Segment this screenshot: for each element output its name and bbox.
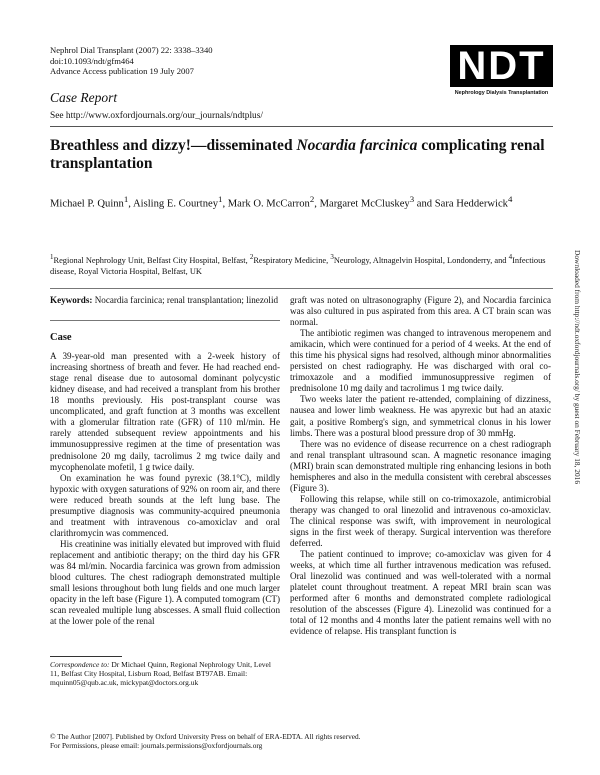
author-name: Michael P. Quinn bbox=[50, 198, 124, 210]
author-affil-sup: 3 bbox=[409, 194, 415, 204]
author-affil-sup: 1 bbox=[123, 194, 129, 204]
paragraph: The patient continued to improve; co-amoxiclav was given for 4 weeks, at which time all further intravenous medication was refused. Oral linezolid was continued and was well-tolerated with a normal platelet count throughout treatment. A repeat MRI brain scan was performed after 6 months and demonstrated complete radiological resolution of the abscesses (Figure 4). Linezolid was continued for a total of 12 months and 4 months later the patient remains well with no evidence of relapse. His transplant function is bbox=[290, 549, 551, 637]
author-name: Aisling E. Courtney bbox=[133, 198, 219, 210]
doi-line: doi:10.1093/ndt/gfm464 bbox=[50, 55, 134, 66]
journal-header bbox=[50, 45, 213, 77]
author-name: Margaret McCluskey bbox=[319, 198, 410, 210]
paragraph: A 39-year-old man presented with a 2-week history of increasing shortness of breath and fever. He had reached end-stage renal disease due to autosomal dominant polycystic kidney disease, and had received a transplant from his brother 18 months previously. His post-transplant course was uncomplicated, and graft function at 3 months was excellent with a glomerular filtration rate (GFR) of 110 ml/min. He rarely attended subsequent review appointments and his immunosuppressive regimen at the time of presentation was prednisolone 20 mg daily, tacrolimus 2 mg twice daily and mycophenolate mofetil, 1 g twice daily. bbox=[50, 351, 280, 472]
paragraph: Following this relapse, while still on co-trimoxazole, antimicrobial therapy was changed to oral linezolid and intravenous co-amoxiclav. The clinical response was swift, with improvement in neurological signs in the first week of therapy. Surgical intervention was therefore deferred. bbox=[290, 493, 551, 549]
paragraph: His creatinine was initially elevated but improved with fluid replacement and antibiotic therapy; on the third day his GFR was 84 ml/min. Nocardia farcinica was grown from admission blood cultures. The chest radiograph demonstrated multiple small lesions throughout both lung fields and one much larger opacity in the left base (Figure 1). A computed tomogram (CT) scan revealed multiple lung abscesses. A small fluid collection at the lower pole of the renal bbox=[50, 538, 280, 627]
paragraph: There was no evidence of disease recurrence on a chest radiograph and renal transplant ultrasound scan. A magnetic resonance imaging (MRI) brain scan demonstrated multiple ring enhancing lesions in both hemispheres and also in the medulla consistent with cerebral abscesses (Figure 3). bbox=[290, 438, 551, 493]
permissions-line: For Permissions, please email: journals.permissions@oxfordjournals.org bbox=[50, 741, 263, 750]
download-watermark-text: Downloaded from http://ndt.oxfordjournals.org/ by guest on February 18, 2016 bbox=[573, 250, 582, 485]
author-separator: and bbox=[414, 198, 435, 210]
affil-text: Infectious disease, Royal Victoria Hospital, Belfast, UK bbox=[50, 255, 546, 276]
article-type: Case Report bbox=[50, 90, 118, 105]
affil-sup: 3 bbox=[330, 253, 334, 261]
correspondence-note bbox=[50, 656, 281, 688]
see-also-link[interactable]: See http://www.oxfordjournals.org/our_journals/ndtplus/ bbox=[50, 111, 264, 121]
header-divider bbox=[50, 126, 553, 127]
author-affil-sup: 2 bbox=[309, 194, 315, 204]
author-affil-sup: 1 bbox=[218, 194, 223, 204]
left-column bbox=[50, 295, 280, 627]
affil-sup: 1 bbox=[50, 253, 54, 261]
download-watermark bbox=[572, 250, 584, 580]
ndt-logo bbox=[450, 45, 553, 103]
affil-text: Regional Nephrology Unit, Belfast City Hospital, Belfast, bbox=[53, 255, 250, 265]
author-separator: , bbox=[314, 198, 320, 210]
advance-access-line: Advance Access publication 19 July 2007 bbox=[50, 66, 194, 77]
copyright-line: © The Author [2007]. Published by Oxford University Press on behalf of ERA-EDTA. All rights reserved. bbox=[50, 732, 361, 741]
keywords-text: Nocardia farcinica; renal transplantation; linezolid bbox=[92, 295, 279, 305]
author-name: Sara Hedderwick bbox=[434, 198, 508, 210]
affil-text: Respiratory Medicine, bbox=[253, 255, 331, 265]
article-title bbox=[50, 137, 550, 173]
author-name: Mark O. McCarron bbox=[227, 198, 310, 210]
affil-sup: 2 bbox=[249, 253, 254, 261]
author-affil-sup: 4 bbox=[507, 194, 513, 204]
correspondence-text: Dr Michael Quinn, Regional Nephrology Unit, Level 11, Belfast City Hospital, Lisburn Road, Belfast BT97AB. Email: mquinn05@qub.ac.uk, mickypat@doctors.org.uk bbox=[50, 660, 271, 688]
author-separator: , bbox=[128, 198, 133, 210]
footnote-rule bbox=[50, 656, 122, 657]
paragraph: The antibiotic regimen was changed to intravenous meropenem and amikacin, which were continued for a period of 4 weeks. At the end of this time his physical signs had resolved, although minor abnormalities persisted on chest radiography. He was discharged with oral co-trimoxazole and a modified immunosuppressive regimen of prednisolone 10 mg daily and tacrolimus 1 mg twice daily. bbox=[290, 328, 551, 394]
logo-mark: NDT bbox=[450, 45, 553, 87]
keywords bbox=[50, 295, 280, 306]
logo-tagline: Nephrology Dialysis Transplantation bbox=[454, 90, 549, 96]
citation-line: Nephrol Dial Transplant (2007) 22: 3338–3340 bbox=[50, 45, 213, 55]
affil-sup: 4 bbox=[508, 253, 513, 261]
affiliation-divider bbox=[50, 288, 553, 289]
author-list bbox=[50, 193, 520, 211]
paragraph: Two weeks later the patient re-attended, complaining of dizziness, nausea and lower limb weakness. He was apyrexic but had an ataxic gait, a positive Romberg's sign, and symmetrical clonus in his lower limbs. There was a postural blood pressure drop of 30 mmHg. bbox=[290, 394, 551, 438]
right-column bbox=[290, 295, 551, 637]
paragraph: graft was noted on ultrasonography (Figure 2), and Nocardia farcinica was also cultured in pus aspirated from this area. A CT brain scan was normal. bbox=[290, 295, 551, 328]
keywords-label: Keywords: bbox=[50, 295, 93, 305]
title-part-2: complicating renal transplantation bbox=[50, 137, 545, 172]
keywords-divider bbox=[50, 320, 280, 321]
title-part-1: Breathless and dizzy!—disseminated bbox=[50, 137, 297, 154]
correspondence-label: Correspondence to: bbox=[50, 660, 110, 669]
section-heading-case: Case bbox=[50, 332, 72, 344]
paragraph: On examination he was found pyrexic (38.1°C), mildly hypoxic with oxygen saturations of 92% on room air, and there were reduced breath sounds at the left lung base. The presumptive diagnosis was community-acquired pneumonia and treatment with intravenous co-amoxiclav and oral clarithromycin was commenced. bbox=[50, 472, 280, 538]
author-separator: , bbox=[222, 198, 228, 210]
affiliations bbox=[50, 252, 550, 277]
page-footer bbox=[50, 732, 550, 750]
affil-text: Neurology, Altnagelvin Hospital, Londonderry, and bbox=[333, 255, 509, 265]
title-organism: Nocardia farcinica bbox=[296, 137, 418, 154]
